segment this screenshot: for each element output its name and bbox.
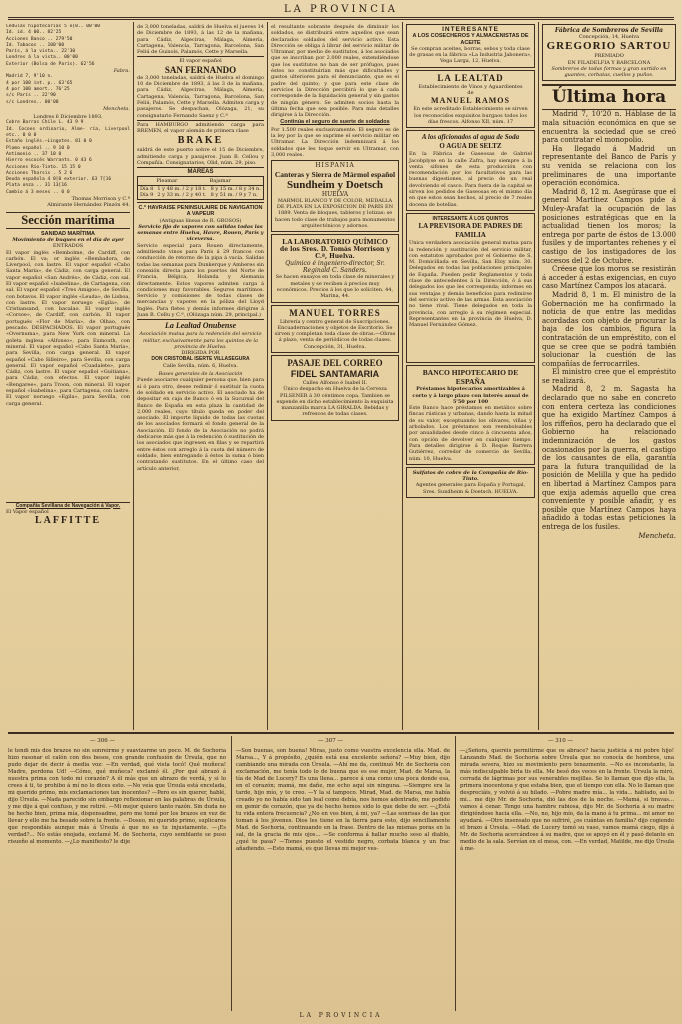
lab-director: Químico é ingeniero-director, Sr. Reginald C. Sanders.	[285, 260, 385, 275]
lealtad-title: LA LEALTAD	[437, 72, 504, 83]
quote-line: Exterior (Bolsa de París). 62'56	[6, 61, 95, 67]
quote-line: Madrid 7, 9'10 n.	[6, 74, 54, 80]
lab-sub: de los Sres. D. Tomás Morrison y C.ª, Huelva.	[280, 246, 390, 261]
hamburgo-text: Para HAMBURGO admitiendo carga para BREMEN, el vapor alemán de primera clase	[137, 121, 264, 135]
column-divider	[133, 22, 134, 730]
sombreros-ad	[542, 24, 676, 81]
seguro-banner: Continúa el seguro de suerte de soldados	[280, 119, 390, 126]
masthead-title: LA PROVINCIA	[283, 4, 399, 15]
hispania-firm: Sundheim y Doetsch	[287, 178, 383, 191]
shipping-top-text: de 3,000 toneladas, saldrá de Huelva el jueves 14 de Diciembre de 1893, á las 12 de la mañana, para Cádiz, Algeciras, Málaga, Almería, Cartagena, Valencia, Tarragona, Barcelona, San Feliú de Guixols, Palamós, Cette y Marsella.	[137, 24, 264, 56]
lealtad-onubense-director: DON CRISTOBAL ISERTE VILLASEGURA	[151, 356, 250, 363]
folletin-page-number: — 306 —	[90, 738, 115, 744]
havraise-sub: (Antiguas líneas de R. GROSOS)	[159, 217, 242, 224]
sevillana-ad-title: Compañía Sevillana de Navegación á Vapor.	[15, 502, 121, 509]
maritime-body: El vapor inglés «Bembolme, de Cardiff, con carbón. El va; or inglés «Bembadora, de Liverpool, con lastre. El vapor español «Cabo Santa María», de Cádiz, con carga general. El vapor español «San Andrés», de Cádiz, con sal. El vapor español «Isabelina», de Cartagena, con sal. El vapor español «Tres Amigos», de Sevilla, con botavos. El vapor inglés «Leuda», de Lisboa, con lastre. El vapor noruego «Egila», de Cristiansand, con bacalao. El vapor inglés «Corsoe», de Cardiff, con carbón. El vapor portugués «Flor de María», de Olhao, con pescado. DESPACHADOS. El vapor portugués «Overnuma», para New York con mineral. La goleta inglesa «Alfonso», para Exmouth, con mineral. El vapor español «Cabo Santa María», para Sevilla, con carga general. El vapor español «Cabo Silleiro», para Sevilla, con carga general. El vapor español «Cuadalete», para Cádiz, con lastre. El vapor español «Guitiana», para Cádiz, con efectos. El vapor inglés «Bengaree», para Troon, con mineral. El vapor español «Isabelina», para Cartagena, con lastre. El vapor noruego «Egila», para Sevilla, con carga general.	[6, 249, 130, 407]
quote-line: 4 por 100 int. p.. 63'65	[6, 80, 73, 86]
lealtad-body: En este acreditado Establecimiento se sirven los reconocidos exquisitos burgaos todos los días frescos. Alfonso XII, núm. 17	[413, 106, 528, 125]
folletin-divider	[455, 736, 456, 1011]
folletin-text: —Son buenas, son buena! Miras, justo como vuestra excelencia ella. Mad. de Marsa..., Y á propósito, ¿quién está esa excelente señora? —Muy bien, dijo cambiando una mirada con Úrsula. —Ahí me da, continuó Mr. de Sochoria con exclamación, me tenía todo lo de buena que es ese mujer, Mad. de Marsa, la tía de Mad de Lucery? Es una llena... parece á una como una poca donde esa, en el corazón; mamá, me dañe, me echo aquí sin ninguna. —Siempre era la tarde, hijo mío, y te creo. —Y la sí tampoco. Mirad, Mad. de Marsa, me había creado yo no había sido tan leal como debía, nos hemos adentrado, me podido en gemir de corazón, que ya de hecho hemos sido lo que debe de ser. —¿Está tu vida entera frecuencia? ¿No en vos bien, á mi, ya? —Las sonrisas de las que toman á los jóvenes. Dios les tiene en la tierra para esto, dijo sencillamente Mad. de Sochoria, continuando en la frase. Dentro de las mismas poras en la sal, de la gracia de mis ojos... —Se conforma á hallar mucho seso al diablo, ¿qué te pasa? —Tienes puesto el vestido negro, corbata blanca y un frac añadiendo. —Esto mamá, es que llevas mi mejor ves-	[236, 748, 450, 852]
ship-name-laffitte: LAFFITTE	[34, 515, 101, 527]
banco-title: BANCO HIPOTECARIO DE ESPAÑA	[422, 368, 519, 387]
mareas-header-cell: Bajamar	[209, 176, 264, 185]
ship-san-fernando-body: de 3,000 toneladas, saldrá de Huelva el domingo 10 de Diciembre de 1893, á las 3 de la mañana, para Cádiz, Algeciras, Málaga, Almería, Cartagena, Valencia, Tarragona, Barcelona, San Feliú, Palamós, Cette y Marsella. Admiten carga y pasajeros. Se despachan, Olózaga, 21, su consignatario Fernando Saenz y C.ª	[137, 74, 264, 119]
folletin-divider	[231, 736, 232, 1011]
soda-name: O AGUA DE SELTZ	[439, 142, 502, 151]
fabrica-title: Fábrica de Sombreros de Sevilla	[554, 27, 664, 34]
fabrica-owner: GREGORIO SARTOU	[546, 40, 672, 53]
ship-name-brake: BRAKE	[177, 135, 224, 147]
banco-ad	[406, 365, 535, 465]
signature-mencheta: Mencheta.	[103, 105, 130, 112]
mareas-table	[137, 176, 264, 200]
quote-line: Id. Cocoes ordinario, Alme- ría, Liverpool etc.. 0 0 0	[6, 126, 130, 139]
soda-title: A los aficionados al agua de Soda	[421, 133, 520, 142]
quote-line: Londres á la vista.. 00'00	[6, 55, 78, 61]
hispania-title: Canteras y Sierra de Mármol español	[274, 169, 396, 179]
pasaje-title: PASAJE DEL CORREO	[287, 357, 383, 368]
banco-sub: Préstamos hipotecarios amortizables á corto y á largo plazo con interés anual de 5'50 por 100	[412, 386, 529, 405]
madrid-quotes-list	[6, 74, 130, 105]
folletin-column-2	[236, 748, 450, 1012]
sevillana-ad-sub: El Vapor español	[6, 508, 49, 515]
previsora-ad	[406, 213, 535, 363]
movement-heading: Movimiento de buques en el día de ayer	[12, 236, 124, 243]
soda-body: En la Fábrica de Gaseosas de Gabriel Jacobplyse en la calle Zafra, hay siempre á la venta sifones de esta producción con recomendación por los facultativos para las buenas digestiones, al precio de un real devolviendo el casco. Para fuera de la capital se sirven los pedidos de Gaseosas en el mismo día en que estos sean hechos, al precio de 7 reales docena de botellas.	[409, 151, 532, 208]
quote-line: Antimonio .. 37 10 0	[6, 151, 62, 157]
quintos-label: INTERESANTE Á LOS QUINTOS	[432, 215, 509, 222]
sulfatos-ad	[406, 467, 535, 498]
london-heading: Londres 6 Diciembre 1893.	[33, 114, 103, 121]
masthead-rule-2	[8, 19, 674, 20]
quote-line: s/c París .. 22'90	[6, 93, 56, 99]
sulfatos-title: Sulfatos de cobre de la Compañía de Río-Tinto.	[412, 469, 529, 483]
mareas-cell: 8 y 15 m. / 8 y 34 n.	[210, 185, 261, 192]
folletin-rule	[8, 732, 674, 734]
cosecheros-title: A LOS COSECHEROS Y ALMACENISTAS DE ACEITE	[412, 33, 529, 46]
bases-body: Puede asociarse cualquier persona que, bien para sí ó para otro, desee redimir ó sustituir la cuota de soldado en servicio activo. El asociado ha de depositar en caja de Banco ó en la Sucursal del Banco de España en esta plaza la cantidad de 2,000 reales, cuyo título queda en poder del asociado. El importe líquido de todas las cuotas de los asociados formará el fondo general de la Asociación. El fondo de la Asociación no podrá dedicarse más que á la redención ó sustitución de los asociados que ingresen en filas y se repartirá entre éstos con arreglo á la cuota del número de soldado, bien entregando á éstos la suma ó bien contratando sustitutos. En el último caso del artículo anterior,	[137, 377, 264, 472]
quote-line: Estaño inglés.—Lingotes. 81 0 0	[6, 139, 92, 145]
quote-line: Deuda española 4 0[0 exterior. 63 7[16	[6, 177, 112, 183]
folletin-page-number: — 307 —	[318, 738, 343, 744]
fabrica-address: Concepción, 14, Huelva	[578, 34, 640, 40]
hispania-city: HUELVA	[321, 190, 349, 198]
sanidad-heading: SANIDAD MARÍTIMA	[40, 230, 96, 237]
column-ultima-hora	[542, 24, 676, 730]
torres-ad	[271, 305, 399, 353]
quote-line: Cobre Barras Chile L. 43 9 9	[6, 120, 84, 126]
news-paragraph: Madrid 8, 2 m. Sagasta ha declarado que no sabe en concreto con entera certeza las condiciones que ha exigido Martínez Campos á los riffeños, pero ha declarado que el Gobierno ha relacionado indemnización de los gastos ocasionados por la guerra, el castigo de los causantes de ella, garantía para la futura tranquilidad de la posición de Melilla y que ha pedido en libertad á Martínez Campos para que exija además aquello que crea conveniente y posible añadir, y es posible que Martínez Campos haya añadido á todas estas peticiones la entrega de los fusiles.	[542, 385, 676, 531]
havraise-body: Servicio especial para Rouen directamente, admitiendo vinos para París á 29 francos con conducción de retorno de la pipa á vacía. Salidas todas las semanas para Dunkerque y Amberes sin conexión directa para los puertos del Norte de Francia, Bélgica, Holanda y Alemania directamente. Estos vapores admiten carga á condiciones muy favorables. Seguros marítimos. Servicio y comisiones de todas clases de mercancías y vapores en la póliza del Lloyd Inglés. Para fletes y demás informes dirigirse á Juan B. Cellu y C.ª, (Olózaga núm. 29, principal.)	[137, 242, 264, 318]
news-paragraph: Madrid 8, 12 m. Asegúrase que el general Martínez Campos pide á Muley-Arafat la ocupación de las posiciones estratégicas que en la actualidad tienen los moros; la entrega por parte de éstos de 13.000 fusiles y de importantes rehenes y el castigo de los instigadores de los sucesos del 2 de Octubre.	[542, 187, 676, 265]
pasaje-body: Único despacho en Huelva de la Cerveza PILSENER á 30 céntimos copa. Tambien se expende en dicho establecimiento la exquisita manzanilla marca LA GIRALDA. Bebidas y refrescos de todas clases.	[276, 386, 394, 418]
news-paragraph: Ha llegado á Madrid un representante del Banco de París y su venida se relaciona con los preliminares de una importante operación económica.	[542, 144, 676, 188]
london-quotes-list	[6, 120, 130, 196]
torres-title: MANUEL TORRES	[289, 307, 381, 318]
quote-line: Id. id. 4 00.. 82'25	[6, 30, 62, 36]
mareas-cell: 1 y 48 m. / 2 y 18 t.	[157, 185, 207, 192]
fabrica-premiado: PREMIADO	[594, 53, 624, 60]
news-paragraph: Madrid 8, 1 m. El ministro de la Gobernación me ha confirmado la noticia de que entre las medidas acordadas con objeto de procurar la baja de los cambios, figura la contratación de un empréstito, con el que se cree que se podrá también solucionar la cuestión de las compañías de ferrocarriles.	[542, 290, 676, 368]
havraise-italic: Servicio fijo de vapores con salidas todas las semanas entre Huelva, Havre, Rouen, París y viceversa.	[137, 223, 264, 243]
interesante-label: INTERESANTE	[442, 26, 499, 33]
bases-title: Bases generales de la Asociación	[158, 371, 243, 378]
quote-line: Acciones Tharsis . 5 2 6	[6, 170, 73, 176]
lealtad-ad	[406, 70, 535, 128]
quote-line: s/c Londres.. 00'00	[6, 99, 59, 105]
quote-line: Id. Tabacos .. 100'00	[6, 42, 65, 48]
quote-line: Plomo español .. 9 10 0	[6, 145, 70, 151]
sulfatos-body: Agentes generales para España y Portugal, Sres. Sundheim & Doetsch. HUELVA.	[415, 482, 526, 495]
column-ads-center	[271, 24, 399, 730]
lealtad-onubense-dir: DIRIGIDA POR	[181, 350, 220, 357]
folletin-text: —¿Señora, queréis permitirme que os abrace? hacía justicia á mi pobre hijo! Lanzando Mad. de Sochoria sobre Úrsula que no conocía de hombros, una mirada severa, hizo su movimiento pero tenazmente. —No es inconstante, la más indisculpable birla tis ella. Me besó dos veces en la frente. Ursula la miró, cerrada de lágrimas por sus venerables mejillas. Se lo llaman que dijo ella, la primera inocentona y que estaba bien, que el tiempo con ella. No lo llaman que despreciáis, y volvió á su hilado. —Pobre madre mía... la vida... hablado, así lo mi... me dijo Mr. de Sochoria, dió las dos de la noche. —Mamá, si bravas... vamos á cenar. Tengo una hambre rabiosa, dijo Mr. de Sochoria á su madre dirigiéndose hacia ella. —No, no, hijo mío, da la mano á tu prima... mi amor no ayudará. —Otro insensato que no sufriré, ¿os cuántas en familia? dijo cogiendo el brazo á Úrsula. —Mad. de Lucery tomó su vaso, vamos mamá ciego, dijo á Mr. de Sochoria acercándose á su madre, que se apoyó en él y pasó delante en medio de la sala. Servían en el mesa, con. —En verdad, Matilde, me dijo Úrsula á me-	[460, 748, 674, 852]
quote-line: Acciones Río-Tinto. 15 15 0	[6, 164, 81, 170]
column-shipping	[137, 24, 264, 730]
signature-fabra: Fabra.	[113, 68, 130, 75]
footer-title: LA PROVINCIA	[299, 1012, 383, 1019]
lealtad-onubense-address: Calle Sevilla, núm. 6, Huelva.	[163, 362, 238, 369]
masthead-rule	[8, 17, 674, 18]
folletin-column-3	[460, 748, 674, 1012]
signature-address: Almirante Hernández Pinzón 44.	[47, 202, 130, 209]
folletin-text: le tendí mis dos brazos no sin sonreírme y suavizarme un poco. M. de Sochoria hizo rasonar el calón con dos besos, con grande confusión de Úrsula, que no pudo dejar de decir á media voz: —En verdad, qué vista tocó! Qué muñeca! Madre, perdona Ud! —Cómo, qué muñeca? exclamó él. ¿Por qué abrazó á nuestra prima con todo mi corazón? A él más que un abrazo de verdá, y si lo crees á ti, te prohibo á mí no lo dices esto. —No veía que Úrsula está encelada, mi querido primo, mis exclamaciones tan inocentes? —Pero es sin querer, hablé, dijo Úrsula. —Nada parecido sin embargo reflexionar en las palabras de Úrsula, y me dije á qué confuso, y me retiré. —Mi mejor quiero tanto razón. Sin duda no he hecho bien, prima mía, dispensadme, pero me tomé por los brazos en vez de llevar y ello me ha besado sobre la frente. —Doseo, mi querido primo, suplicaros que respondáis aunque más á Úrsula á que no es tu injustamente. —¡Es verdad?... No estás enojada, exclamé M. de Sochoria, cuyo semblante se puso risueño al momento. —¿Lo manifiesto? le dije	[8, 748, 226, 845]
mareas-row	[138, 192, 264, 199]
mareas-title: MAREAS	[187, 169, 214, 176]
banco-body: Este Banco hace préstamos en metálico sobre fincas rústicas y urbanas, dando hasta la mitad de su valor, exceptuando los olivares, viñas y arbolados. Los préstamos son reembolsables por anualidades desde cinco á cincuenta años, con opción de devolver en cualquier tiempo. Para detalles dirigirse á D. Roque Barrera Gutiérrez, corredor de comercio de Sevilla, núm. 10, Huelva.	[409, 405, 532, 462]
quote-line: Cédulas hipotecarias 5 e[0.. 00'00	[6, 24, 101, 29]
soda-ad	[406, 130, 535, 211]
quote-line: Cambio á 3 meses .. 0 0	[6, 189, 70, 195]
mareas-cell: Día 9	[140, 192, 154, 199]
lealtad-onubense-title: La Lealtad Onubense	[164, 321, 237, 331]
news-paragraph: Madrid 7, 10'20 n. Háblase de la mala situación económica en que se encuentra la sociedad que se creó para contratar el monopolio.	[542, 110, 676, 145]
pasaje-ad	[271, 355, 399, 421]
ultima-hora-title: Última hora	[551, 87, 667, 108]
column-divider	[267, 22, 268, 730]
lab-body: Se hacen ensayos en toda clase de minerales y metales y se reciben á precios muy económicos. Precios á los que lo soliciten. 44, Marina, 44.	[275, 274, 395, 300]
column-ads-right	[406, 24, 535, 730]
hispania-body: MARMOL BLANCO Y DE COLOR, MEDALLA DE PLATA EN LA EXPOSICION DE PARÍS EN 1889. Venta de bloques, tableros y lotizas: se hacen todo clase de trabajos para monumentos arquitectónicos y adornos.	[275, 197, 395, 230]
column-market-maritime	[6, 24, 130, 730]
pasaje-name: FIDEL SANTAMARIA	[290, 368, 380, 379]
section-title-maritime: Sección marítima	[21, 212, 115, 227]
ultima-hora-signature: Mencheta.	[638, 531, 676, 540]
ship-intro: El vapor español	[179, 58, 222, 65]
fabrica-body: Sombreros de todas formas y gran surtido en guantes, corbatas, cuellos y puños.	[551, 65, 667, 79]
havraise-title: C.ª HAVRAISE PENINSULAIRE DE NAVIGATION A VAPEUR	[138, 204, 263, 218]
cosecheros-body: Se compran aceites, borras, sebos y toda clase de grasas en la fábrica «La Industria Jabonera», Vega Larga, 12, Huelva.	[409, 45, 532, 65]
fabrica-expo: EN FILADELFIA Y BARCELONA	[567, 59, 651, 66]
ultima-hora-news	[542, 110, 676, 531]
market-quotes-list	[6, 24, 130, 68]
mareas-cell: 8 y 51 m. / 9 y 7 n.	[210, 192, 258, 199]
torres-body: Librería y centro general de Suscripciones. Encuadernaciones y objetos de Escritorio. Se sirven y completan toda clase de obras.—Obras á plazo, venta de periódicos de todas clases. Concepción, 31, Huelva.	[274, 318, 396, 350]
ship-name-san-fernando: SAN FERNANDO	[164, 64, 237, 75]
pasaje-sub: Calles Alfonso é Isabel II.	[302, 379, 368, 386]
folletin-column-1	[8, 748, 226, 1012]
mareas-cell: Día 8	[140, 185, 154, 192]
mareas-header-cell: Pleamar	[155, 176, 208, 185]
previsora-title: LA PREVISORA DE PADRES DE FAMILIA	[418, 222, 523, 240]
lab-title: LA LABORATORIO QUÍMICO	[282, 237, 388, 247]
mareas-header-cell	[138, 176, 156, 185]
lealtad-sub: Establecimiento de Vinos y Aguardientes	[418, 83, 523, 90]
entrados-heading: ENTRADOS	[52, 243, 84, 250]
lealtad-de: de	[467, 90, 474, 97]
quote-line: Hierro escocés Warrants. 0 43 6	[6, 158, 92, 164]
quote-line: Plata onza .. 31 13[16	[6, 183, 67, 189]
mareas-cell: 2 y 33 m. / 2 y 40 t.	[157, 192, 207, 199]
lealtad-owner: MANUEL RAMOS	[431, 96, 510, 106]
hispania-label: HISPANIA	[315, 162, 355, 170]
seguro-body: Por 1.500 reales exclusivamente. El seguro es de la ley por la que se suprime el servicio militar en Ultramar. La Dirección indemnizará á los soldados que les toque servir en Ultramar, con 3,000 reales.	[271, 126, 399, 158]
column-divider	[402, 22, 403, 730]
news-paragraph: El ministro cree que el empréstito se realizará.	[542, 368, 676, 385]
hispania-ad	[271, 160, 399, 232]
signature-morrison: Thomas Morrison y C.ª	[71, 196, 130, 203]
aceite-ad	[406, 24, 535, 68]
previsora-body: Única verdadera asociación general mutua para la redención y sustitución del servicio militar, con estatutos aprobados por el Gobierno de S. M. Domiciliada en Sevilla, San Eloy núm. 30. Delegados en todas las poblaciones principales de España. Pueden pedir Reglamentos y toda clase de antecedentes á la Dirección, ó á sus delegados los que les corresponda; informes en sus ventajas y demás beneficios para redimirse del servicio activo de las armas. Esta asociación no tiene rival. Tiene delegados en toda la provincia, con arreglo á su régimen especial. Representantes en la provincia de Huelva, D. Manuel Fernández Gómez.	[409, 240, 532, 329]
quote-line: París, á la vista.. 22'30	[6, 49, 76, 55]
laboratory-ad	[271, 234, 399, 302]
lealtad-onubense-italic: Asociación mutua para la redención del servicio militar, exclusivamente para los quintos de la provincia de Huelva.	[139, 331, 262, 350]
folletin-page-number: — 310 —	[548, 738, 573, 744]
quote-line: 4 por 100 amort.. 76'25	[6, 86, 70, 92]
quote-line: Acciones Banco .. 279'50	[6, 36, 73, 42]
news-paragraph: Créese que los moros se resistirán á acceder á estas exigencias, en cuyo caso Martínez Campos los atacará.	[542, 265, 676, 291]
association-text: el resultante sobrante después de diminuir los soldados, se distribuirá entre aquellos que sean declarados soldados del servicio activo. Esta Dirección se obliga á librar del servicio militar de Ultramar, por medio de sustitutos, á los asociados que se inscriban por 2.000 reales, extendiéndose que los sustitutos no han de ser prófugos, pues éstos no constituirían más que dificultades y gastos ulteriores para el denunciante, que es el padre del quinto; y que para este clase de servicios la Dirección percibirá lo que á cada corresponde de la liquidación general y sin gastos de ningún género. Se admiten socios basta la última fecha que sea posible. Para más detalles dirigirse á la Dirección.	[271, 24, 399, 119]
mareas-row	[138, 185, 264, 192]
column-divider	[538, 22, 539, 730]
brake-body: saldrá de este puerto sobre el 15 de Diciembre, admitiendo carga y pasajeros. Juan B. Cellou y Compañía. Consignatarios, Olid, núm. 29, piso.	[137, 147, 264, 167]
